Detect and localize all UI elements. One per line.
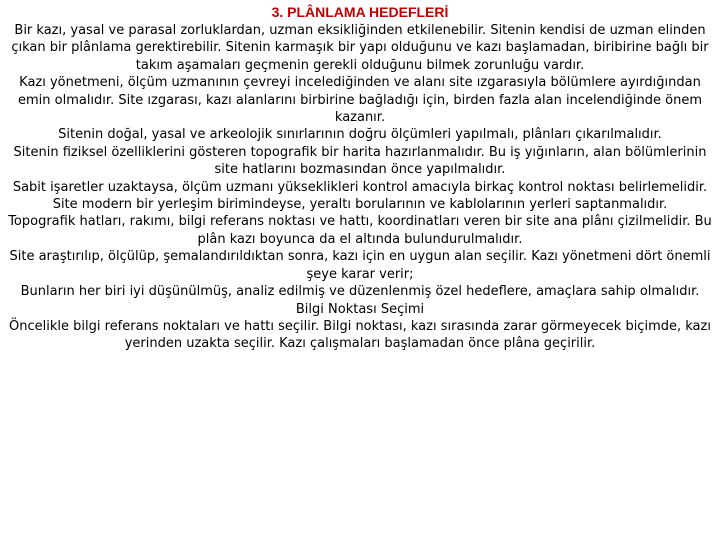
slide-body — [6, 22, 714, 353]
paragraph-site-plan: Topografik hatları, rakımı, bilgi referans noktası ve hattı, koordinatları veren bir site ana plânı çizilmelidir. Bu plân kazı boyunca da el altında bulundurulmalıdır. — [8, 214, 712, 247]
paragraph-objectives: Bunların her biri iyi düşünülmüş, analiz edilmiş ve düzenlenmiş özel hedeflere, amaçlara sahip olmalıdır. — [20, 284, 700, 300]
paragraph-control-points: Sabit işaretler uzaktaysa, ölçüm uzmanı yükseklikleri kontrol amacıyla birkaç kontrol noktası belirlemelidir. — [12, 179, 708, 195]
paragraph-topographic-map: Sitenin fiziksel özelliklerini gösteren topografik bir harita hazırlanmalıdır. Bu iş yığınların, alan bölümlerinin site hatlarını bozmasından önce yapılmalıdır. — [13, 144, 707, 178]
paragraph-underground-pipes: Site modern bir yerleşim birimindeyse, yeraltı borularının ve kablolarının yerleri saptanmalıdır. — [52, 197, 668, 213]
paragraph-boundaries: Sitenin doğal, yasal ve arkeolojik sınırlarının doğru ölçümleri yapılmalı, plânları çıkarılmalıdır. — [58, 127, 662, 143]
paragraph-excavation-area: Site araştırılıp, ölçülüp, şemalandırıldıktan sonra, kazı için en uygun alan seçilir. Kazı yönetmeni dört önemli şeye karar verir; — [9, 249, 711, 282]
paragraph-datum-selection: Öncelikle bilgi referans noktaları ve hattı seçilir. Bilgi noktası, kazı sırasında zarar görmeyecek biçimde, kazı yerinden uzakta seçilir. Kazı çalışmaları başlamadan önce plâna geçirilir. — [9, 318, 711, 352]
paragraph-intro: Bir kazı, yasal ve parasal zorluklardan, uzman eksikliğinden etkilenebilir. Sitenin kendisi de uzman elinden çıkan bir plânlama gerektirebilir. Sitenin karmaşık bir yapı olduğunu ve kazı başlamadan, biribirine bağlı bir takım aşamaları geçmenin gerekli olduğunu bilmek zorunluğu vardır. — [11, 23, 709, 73]
slide-title: 3. PLÂNLAMA HEDEFLERİ — [271, 4, 449, 20]
section-heading-datum-point: Bilgi Noktası Seçimi — [295, 301, 425, 317]
paragraph-site-grid: Kazı yönetmeni, ölçüm uzmanının çevreyi incelediğinden ve alanı site ızgarasıyla bölümlere ayırdığından emin olmalıdır. Site ızgarası, kazı alanlarını birbirine bağladığı için, birden fazla alan incelendiğinde önem kazanır. — [17, 75, 702, 126]
